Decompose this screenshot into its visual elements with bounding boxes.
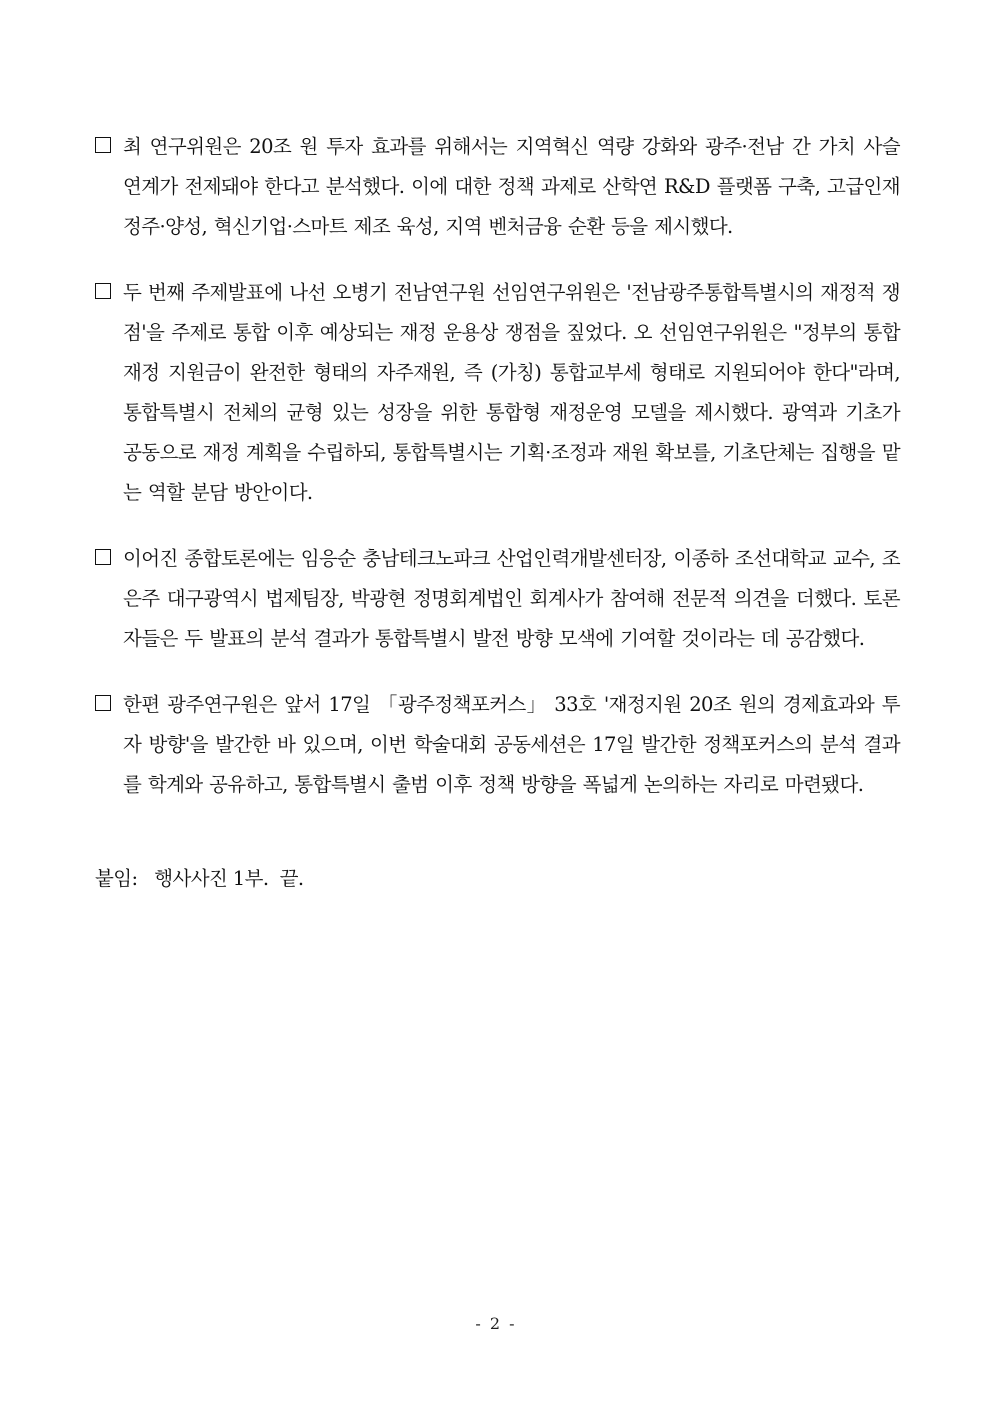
- paragraph-policy-focus: [95, 685, 900, 805]
- square-bullet-icon: [95, 283, 111, 299]
- attachment-end: 끝.: [279, 867, 304, 890]
- paragraph-text: 최 연구위원은 20조 원 투자 효과를 위해서는 지역혁신 역량 강화와 광주·전남 간 가치 사슬 연계가 전제돼야 한다고 분석했다. 이에 대한 정책 과제로 산학연 R&D 플랫폼 구축, 고급인재 정주·양성, 혁신기업·스마트 제조 육성, 지역 벤처금융 순환 등을 제시했다.: [123, 135, 900, 238]
- square-bullet-icon: [95, 549, 111, 565]
- paragraph-investment-effect: [95, 127, 900, 247]
- paragraph-text: 두 번째 주제발표에 나선 오병기 전남연구원 선임연구위원은 '전남광주통합특별시의 재정적 쟁점'을 주제로 통합 이후 예상되는 재정 운용상 쟁점을 짚었다. 오 선임연구위원은 "정부의 통합재정 지원금이 완전한 형태의 자주재원, 즉 (가칭) 통합교부세 형태로 지원되어야 한다"라며, 통합특별시 전체의 균형 있는 성장을 위한 통합형 재정운영 모델을 제시했다. 광역과 기초가 공동으로 재정 계획을 수립하되, 통합특별시는 기획·조정과 재원 확보를, 기초단체는 집행을 맡는 역할 분담 방안이다.: [123, 281, 900, 504]
- paragraph-second-presentation: [95, 273, 900, 513]
- attachment-line: [95, 859, 304, 899]
- paragraph-panel-discussion: [95, 539, 900, 659]
- document-body: [95, 127, 900, 831]
- paragraph-text: 이어진 종합토론에는 임응순 충남테크노파크 산업인력개발센터장, 이종하 조선대학교 교수, 조은주 대구광역시 법제팀장, 박광현 정명회계법인 회계사가 참여해 전문적 의견을 더했다. 토론자들은 두 발표의 분석 결과가 통합특별시 발전 방향 모색에 기여할 것이라는 데 공감했다.: [123, 547, 900, 650]
- attachment-text: 행사사진 1부.: [154, 867, 269, 890]
- square-bullet-icon: [95, 695, 111, 711]
- attachment-label: 붙임:: [95, 867, 138, 890]
- page-number: - 2 -: [475, 1314, 517, 1333]
- square-bullet-icon: [95, 137, 111, 153]
- paragraph-text: 한편 광주연구원은 앞서 17일 「광주정책포커스」 33호 '재정지원 20조 원의 경제효과와 투자 방향'을 발간한 바 있으며, 이번 학술대회 공동세션은 17일 발간한 정책포커스의 분석 결과를 학계와 공유하고, 통합특별시 출범 이후 정책 방향을 폭넓게 논의하는 자리로 마련됐다.: [123, 693, 900, 796]
